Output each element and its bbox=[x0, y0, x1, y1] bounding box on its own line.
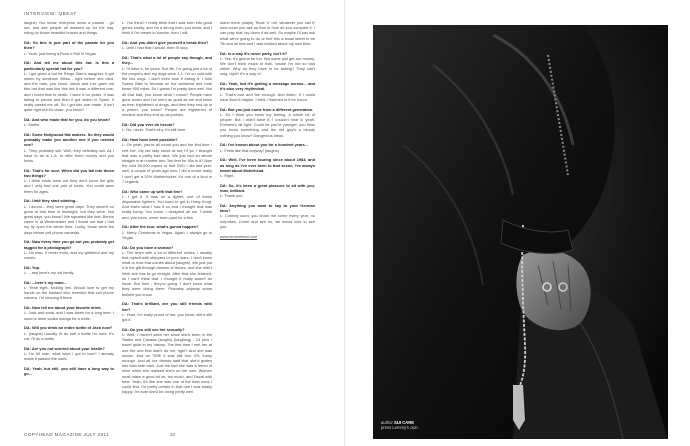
interview-question: DA: So, it's been a great pleasure to sit with you, man, brilliant. bbox=[220, 182, 315, 194]
interview-question: DA: Now tell me about your favorite drink. bbox=[24, 305, 102, 311]
interview-answer: L: So I think you know my feeling, a whole lot of people. But I didn't have it, I couldn't hear it, yeah. Eminem's all right. Could be you're younger, you think you know something and the old guy's a bloody nothing you know? Dangerous ideas. bbox=[220, 111, 315, 138]
interview-answer: L: Coming soon, you know, we come every year, no surprises. Come and see us, we would love to see you. bbox=[220, 213, 315, 229]
interview-paragraph bbox=[122, 137, 212, 184]
interview-question: DA: That's for sure. When did you fall into those two things? bbox=[24, 167, 114, 179]
interview-paragraph bbox=[220, 183, 315, 199]
interview-paragraph bbox=[122, 301, 212, 322]
interview-answer: L: I got given a hat for Ringo Starr's daughter. It got stolen by someone Mesa - right before she died, and the hats, you know. Jason and Lee gave me this hat that was like this but it was a different one, and I loved that to death. I wore it for years. It was falling to pieces and then it got stolen in Spain. It really pissed me off. So I got this one made. It isn't quite right but it's close, you know? bbox=[24, 70, 114, 113]
interview-paragraph bbox=[122, 20, 212, 36]
interview-answer: L: Martin. bbox=[24, 122, 41, 128]
interview-answer: stand there (claps) 'Rock 'n' roll, whatever you call it' how could you ask us that or how do you compare it. I can play that, lay down it as well. So maybe I'll just ask what we're going to do or feel this a small sheet to be 7th and all that and I was excited about my own time. bbox=[220, 20, 315, 46]
text-column-2 bbox=[122, 20, 212, 425]
interview-answer: L: Yeah, just being a Rock n Roll Ill Vegas. bbox=[24, 50, 97, 56]
interview-paragraph bbox=[24, 117, 114, 127]
text-column-1 bbox=[24, 20, 114, 425]
interview-paragraph bbox=[220, 203, 315, 229]
interview-question: DA: Is a way it's never party, isn't it? bbox=[220, 50, 288, 56]
interview-answer: L: That's true and fair enough. And listen. If I could have liked it maybe. I tried. I listened to it for hours. bbox=[220, 91, 315, 102]
interview-question: DA: Are you not worried about your health? bbox=[24, 345, 105, 351]
interview-answer: L: No, never. That's why I'm still here. bbox=[122, 127, 187, 133]
interview-question: DA: After the tour, what's gonna happen? bbox=[122, 224, 199, 230]
interview-question: DA: Yeah, but it's getting a message across... and it's also very rhythmical. bbox=[220, 81, 315, 92]
interview-paragraph bbox=[220, 107, 315, 138]
interview-answer: L: Feels like that anyway! (laughs) bbox=[220, 147, 279, 153]
interview-answer: L: ...and here's my old family. bbox=[24, 270, 75, 276]
interview-paragraph bbox=[24, 198, 114, 234]
interview-paragraph bbox=[24, 305, 114, 321]
interview-answer: L: Oh man, it never ends, and my girlfriend and my cousin. bbox=[24, 249, 114, 261]
interview-paragraph bbox=[24, 366, 114, 376]
interview-question: DA: And you didn't give yourself a break then? bbox=[122, 40, 209, 46]
interview-paragraph bbox=[24, 265, 114, 275]
interview-paragraph bbox=[122, 122, 212, 132]
interview-question: DA: That's what a lot of people say though, and they... bbox=[122, 55, 212, 66]
interview-answer: L: Yeah right, fucking hell. Would love to get my hands on the bastard who invented that cell phone camera. I'm keeping it there. bbox=[24, 285, 114, 301]
interview-question: DA: And tell me about this hat. Is this a particularly special hat for you? bbox=[24, 60, 114, 71]
interview-question: DA: Yeah, but still, you still have a long way to go... bbox=[24, 365, 114, 377]
photo-illustration bbox=[373, 25, 668, 439]
interview-answer: L: I dunno... they were great days. They weren't so great at that time in hindsight, but they were. Not great days, you know? We squatted like that, Bernie came in at Westminster and I found out that I had my fly open the whole time. Lucky, those were the days before cell phone cameras. bbox=[24, 203, 114, 235]
interview-paragraph bbox=[24, 20, 114, 36]
interview-question: DA: Yup. bbox=[24, 264, 41, 270]
interview-question: DA: Do you still see her sexually? bbox=[122, 326, 185, 332]
interview-paragraph bbox=[220, 142, 315, 152]
interview-answer: L: You think? I really think that I was born into good genes luckily, and I'm a strong man, you know, and I think if I'm meant to survive, then I will. bbox=[122, 20, 212, 36]
photo-credit bbox=[381, 420, 418, 430]
interview-question: DA: Did you ever do heroin? bbox=[122, 122, 175, 128]
interview-answer: L: (laughs) Usually I'll do half a bottle I'm sure. It's cut. I'll do a bottle. bbox=[24, 330, 114, 341]
interview-paragraph bbox=[24, 40, 114, 56]
interview-paragraph bbox=[122, 327, 212, 395]
interview-question: DA: Anything you want to say to your German fans? bbox=[220, 203, 315, 214]
running-head: INTERVIEW: QBEAT bbox=[24, 11, 77, 16]
interview-answer: L: They probably will. Well, they definitely will. All I have to do is L.A. to offer them money and you know. bbox=[24, 147, 114, 164]
interview-answer: L: Yes, it's gonna be fun. But some just get our money. We don't think much of that, 'cause I'm not so bad either. Why do they have to be talking? They can't sing, right? It's a way of. bbox=[220, 55, 315, 77]
interview-paragraph bbox=[24, 60, 114, 112]
interview-question: DA: Some Hollywood Hat makers. So they would probably make you another one if you needed one? bbox=[24, 132, 114, 148]
interview-paragraph bbox=[24, 168, 114, 194]
interview-question: DA: Do you have a woman? bbox=[122, 244, 174, 250]
credit-label: author bbox=[381, 420, 393, 425]
interview-answer: L: I got it. It was on a lighter, one of those disposable lighters. You used to get in Hong Kong. And that's what I had it on and I thought that was really funny. You know, I designed all our T-shirts and, you know, never been paid for a few. bbox=[122, 193, 212, 220]
interview-question: DA: That's brilliant, are you still friends with her? bbox=[122, 301, 212, 312]
interview-paragraph bbox=[220, 51, 315, 77]
interview-answer: L: Well, I haven't seen her since she's been in the States and Canada (laughs) (laughing) - 24 plus I travel quite in my history. The first time I met her at one the one that didn't do me, right? And she was shown. And on TIME it was still four 3%, funny enough. And all our friends said that she'd gotten into blah blah blah. Just the fact she was a friend of mine when she realised she's on her own. Women must make a good bit on, too much, and Fiscal with best. Yeah, it's like she was one of the best ones I could find. I'm pretty certain in that one I was totally happy. I'm sure she'll be doing pretty well. bbox=[122, 331, 212, 395]
running-footer: COPYHEAD MAGAZINE JULY 2011 bbox=[24, 432, 110, 437]
interview-paragraph bbox=[24, 325, 114, 341]
interview-paragraph bbox=[24, 132, 114, 163]
interview-paragraph bbox=[220, 157, 315, 178]
interview-answer: laughs) You know, everyone loves a parade - go out, and see people all dressed up for the day, riding on those beautiful horses and things. bbox=[24, 20, 114, 36]
credit-line: press Lemmy's own bbox=[381, 425, 418, 431]
interview-question: DA: So this is just part of the parade for you then? bbox=[24, 40, 114, 51]
interview-answer: L: I'm 65 man, what have I got to lose? I already made it passed the odds. bbox=[24, 350, 114, 362]
interview-question: DA: Who came up with that line? bbox=[122, 188, 183, 194]
interview-paragraph bbox=[24, 346, 114, 362]
interview-answer: L: Oh yeah, you're all round you and the first time I met her, my old lady stood at me I'll ya, I thought that was a pretty bad idea. We just had an album straight in at number two: Ten feet for 90s is it? Now the sold 50,000 copies of that DVD I did last year, well, a couple of years ago now. I did a movie really I don't get a 20% Motherfucker. It's one of a kind in 7 regards. bbox=[122, 142, 212, 184]
interview-paragraph bbox=[220, 20, 315, 46]
interview-answer: L: Thank you. bbox=[220, 193, 244, 199]
interview-paragraph bbox=[24, 239, 114, 260]
interview-paragraph bbox=[122, 40, 212, 50]
page-number: 34 bbox=[170, 432, 176, 437]
interview-question: DA: Will you drink an entire bottle of Jack now? bbox=[24, 325, 113, 331]
credit-name: SUI CARE bbox=[394, 420, 415, 425]
interview-answer: L: Merry Christmas in Vegas. Again. I always go to Vegas. bbox=[122, 229, 212, 240]
interview-question: DA: How have been possible? bbox=[122, 137, 178, 143]
interview-answer: L: I'll have it, be years. But life, I'm going just a lot of the people's and my dogs were 1-1. I'm on cold with the two dogs. I don't even look if eating it. I took Speed Bike to Nevada on the weekend and rode those 900 miles. So I guess I'm pretty darn well. Not all that bad, you know what I mean? People have gone under and I've been as good as me and twice as free, frightened of drugs, and then they end up in a prison, you know? People are frightened of medical and they end up as junkies. bbox=[122, 65, 212, 118]
text-column-3 bbox=[220, 20, 315, 425]
portrait-photo bbox=[373, 25, 668, 439]
interview-answer: L: Until I had that I would, then I'll stop. bbox=[122, 45, 189, 51]
interview-answer: L: Jack and soda, and I was taken for a long time. I used to drink vodka orange for a while. bbox=[24, 310, 114, 321]
interview-answer: L: Yeah, I'm really proud of her, you know, she's still got it. bbox=[122, 311, 212, 322]
interview-paragraph bbox=[220, 81, 315, 102]
website-link[interactable]: www.imotorhead.com bbox=[220, 233, 258, 239]
interview-paragraph bbox=[122, 55, 212, 117]
interview-question: DA: ...here's my mum... bbox=[24, 279, 67, 285]
interview-paragraph bbox=[24, 280, 114, 301]
interview-paragraph bbox=[122, 224, 212, 240]
interview-question: DA: But you just come from a different generation. bbox=[220, 106, 314, 112]
interview-paragraph bbox=[122, 189, 212, 220]
interview-answer: L: Right. bbox=[220, 173, 235, 179]
interview-question: DA: Well, I've been touring since about 1983, and as long as I've ever been to that scene, I've always heard about Motörhead. bbox=[220, 157, 315, 173]
interview-question: DA: I've known about you for a hundred years... bbox=[220, 142, 309, 148]
interview-paragraph bbox=[122, 245, 212, 297]
interview-answer: L: The team with a lot of different chicks. I usually find myself with strippers or porn stars. I don't know what or how that comes about (laughs). We just put it in the gift through dozens of tenors, and she didn't think she has to go straight. After that she finished, so I can't think that. I thought it really wasn't an issue. But then - they're going. I don't know what they were doing there. Probably anyway some bullshit you know. bbox=[122, 249, 212, 297]
interview-question: DA: And who made that for you, do you know? bbox=[24, 117, 111, 123]
interview-question: DA: Now every time you go out you probably get tagged for a photograph? bbox=[24, 239, 114, 250]
interview-question: DA: Until they start stinking... bbox=[24, 198, 79, 204]
interview-answer: L: I think boots were out they don't know the girls and I only had one pair of boots. You could wear them for ages. bbox=[24, 178, 114, 194]
